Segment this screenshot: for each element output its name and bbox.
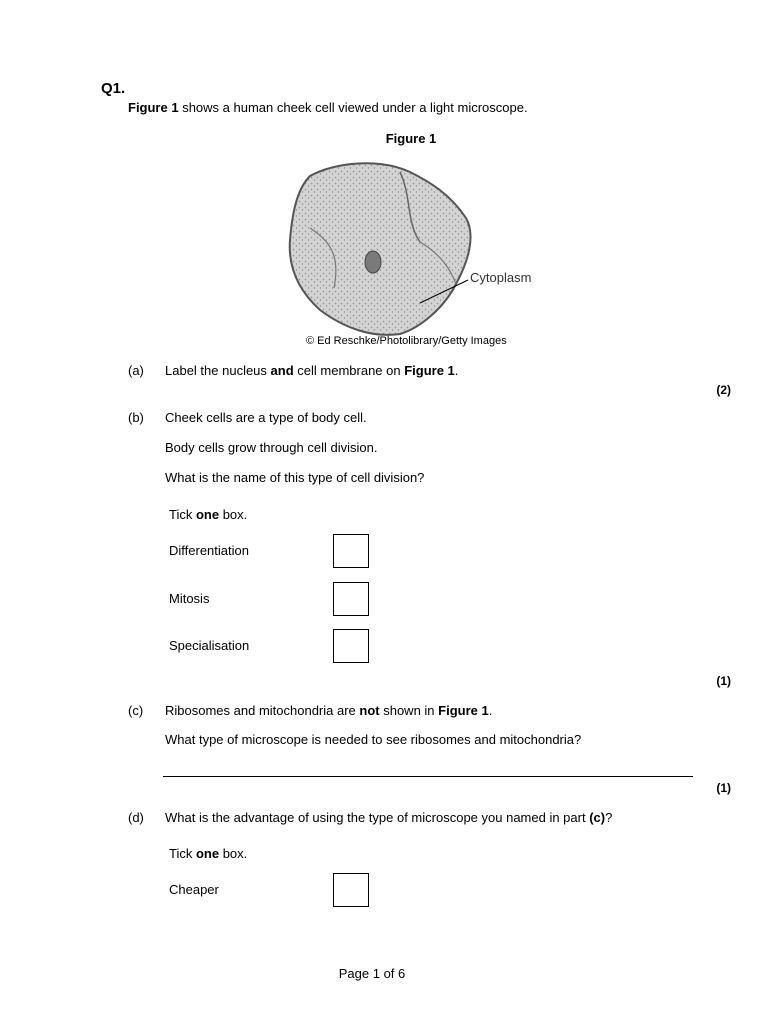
part-b-line-1: Cheek cells are a type of body cell. [165, 410, 367, 425]
part-b-line-3: What is the name of this type of cell division? [165, 470, 425, 485]
tick-bold-d: one [195, 846, 220, 861]
part-c-answer-line[interactable] [163, 776, 693, 777]
part-c-text-5: . [488, 703, 493, 718]
figure-credit: © Ed Reschke/Photolibrary/Getty Images [306, 335, 507, 347]
part-d-text-3: ? [605, 810, 613, 825]
question-number: Q1. [101, 80, 126, 97]
part-d-text-1: What is the advantage of using the type of microscope you named in part [165, 810, 590, 825]
part-b-marks: (1) [716, 674, 731, 688]
part-a-letter: (a) [128, 363, 144, 378]
cell-membrane-shape [290, 163, 471, 335]
part-c-figure-ref: Figure 1 [438, 703, 489, 718]
part-c-text-1: Ribosomes and mitochondria are [165, 703, 360, 718]
part-c-line-1 [165, 703, 492, 718]
tick-post-d: box. [219, 846, 248, 861]
part-c-line-2: What type of microscope is needed to see ribosomes and mitochondria? [165, 732, 582, 747]
question-intro [128, 100, 528, 115]
tick-pre: Tick [169, 507, 196, 522]
option-cheaper-label: Cheaper [169, 882, 219, 897]
part-c-letter: (c) [128, 703, 144, 718]
part-a-text-3: cell membrane on [293, 363, 405, 378]
part-c-text-3: shown in [379, 703, 439, 718]
part-d-part-ref: (c) [589, 810, 606, 825]
part-d-tick-instruction [169, 846, 247, 861]
part-d-letter: (d) [128, 810, 144, 825]
tick-pre-d: Tick [169, 846, 196, 861]
tick-bold: one [195, 507, 220, 522]
option-differentiation-checkbox[interactable] [333, 534, 369, 568]
part-c-marks: (1) [716, 781, 731, 795]
part-c-not: not [359, 703, 380, 718]
part-a-text-2: and [270, 363, 294, 378]
option-specialisation-checkbox[interactable] [333, 629, 369, 663]
nucleus-shape [365, 251, 381, 273]
part-a-text-1: Label the nucleus [165, 363, 271, 378]
cytoplasm-label: Cytoplasm [470, 270, 532, 285]
part-a-figure-ref: Figure 1 [404, 363, 455, 378]
part-b-letter: (b) [128, 410, 144, 425]
figure-title: Figure 1 [385, 131, 437, 146]
intro-text: shows a human cheek cell viewed under a light microscope. [178, 100, 528, 115]
option-mitosis-checkbox[interactable] [333, 582, 369, 616]
part-a-text-5: . [454, 363, 459, 378]
part-a-marks: (2) [716, 383, 731, 397]
option-cheaper-checkbox[interactable] [333, 873, 369, 907]
page-number: Page 1 of 6 [338, 966, 406, 981]
option-specialisation-label: Specialisation [169, 638, 250, 653]
intro-figure-ref: Figure 1 [128, 100, 179, 115]
option-mitosis-label: Mitosis [169, 591, 210, 606]
option-differentiation-label: Differentiation [169, 543, 249, 558]
part-b-tick-instruction [169, 507, 247, 522]
cheek-cell-figure [280, 158, 550, 338]
tick-post: box. [219, 507, 248, 522]
part-b-line-2: Body cells grow through cell division. [165, 440, 378, 455]
part-d-line-1 [165, 810, 612, 825]
part-a-text [165, 363, 458, 378]
